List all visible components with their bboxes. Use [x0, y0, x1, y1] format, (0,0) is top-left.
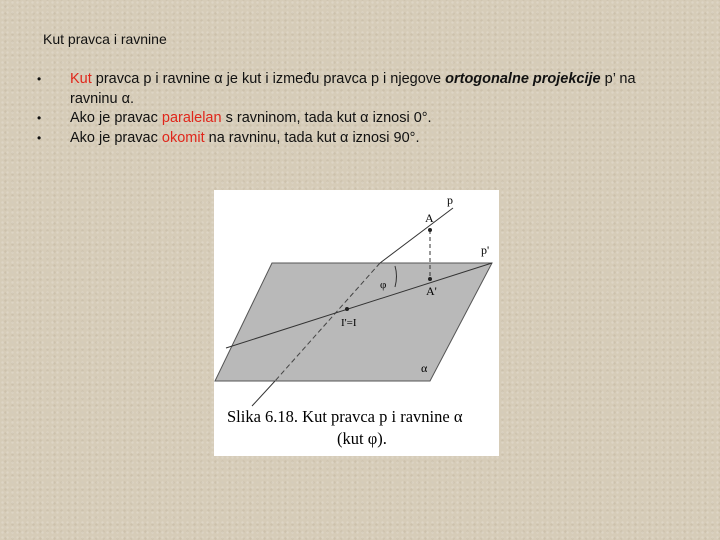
bullet-text: Ako je pravac — [70, 129, 162, 146]
bullet-dot: • — [37, 130, 42, 145]
bullet-dot: • — [37, 72, 42, 86]
bullet-text: p’ na ravninu α. — [70, 71, 636, 107]
term-paralelan: paralelan — [161, 110, 222, 126]
figure-angle-line-plane — [214, 190, 499, 456]
figure-diagram — [214, 190, 499, 456]
bullet-text: pravca p i ravnine α je kut i između pravca p i njegove — [91, 71, 446, 87]
bullet-item-parallel — [37, 109, 687, 129]
point-A — [428, 228, 432, 232]
label-A: A — [425, 211, 434, 225]
point-A-prime — [428, 277, 432, 281]
line-p-lower — [252, 381, 275, 406]
bullet-text: na ravninu, tada kut α iznosi 90°. — [204, 129, 420, 146]
term-kut: Kut — [70, 71, 92, 87]
label-alpha: α — [421, 361, 428, 375]
term-okomit: okomit — [161, 129, 205, 146]
label-phi: φ — [380, 279, 387, 291]
point-I — [345, 307, 349, 311]
bullet-list — [37, 70, 687, 148]
label-A-prime: A' — [426, 284, 437, 298]
bullet-text: s ravninom, tada kut α iznosi 0°. — [221, 110, 432, 126]
bullet-item-definition — [37, 70, 687, 109]
slide-title: Kut pravca i ravnine — [43, 31, 167, 47]
bullet-dot: • — [37, 111, 42, 125]
label-p: p — [447, 193, 453, 207]
label-p-prime: p' — [481, 243, 490, 257]
bullet-text: Ako je pravac — [70, 110, 162, 126]
label-I: I'=I — [341, 317, 357, 329]
bullet-item-perpendicular — [37, 129, 687, 149]
figure-caption-line1: Slika 6.18. Kut pravca p i ravnine α — [227, 407, 463, 426]
line-p-upper — [380, 208, 453, 263]
figure-caption-line2: (kut φ). — [337, 429, 387, 448]
term-ortogonalne-projekcije: ortogonalne projekcije — [445, 71, 601, 87]
